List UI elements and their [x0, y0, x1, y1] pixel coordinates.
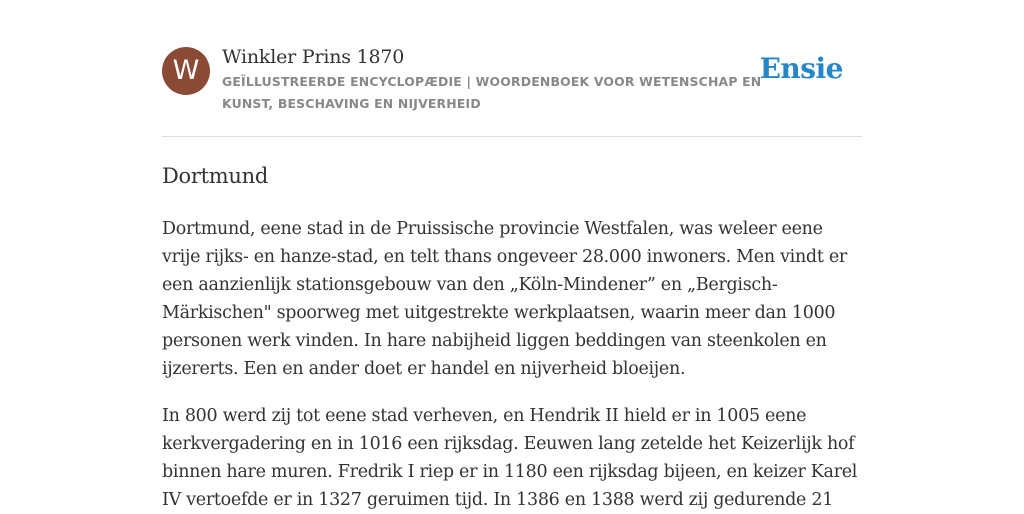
- ensie-logo[interactable]: Ensie: [759, 52, 843, 85]
- source-info: [222, 44, 762, 115]
- page: [162, 0, 862, 514]
- source-avatar[interactable]: W: [162, 47, 210, 95]
- header: [162, 0, 862, 137]
- source-subtitle: GEÏLLUSTREERDE ENCYCLOPÆDIE | WOORDENBOEK VOOR WETENSCHAP EN KUNST, BESCHAVING EN NIJVERHEID: [222, 74, 762, 111]
- article-paragraph: In 800 werd zij tot eene stad verheven, en Hendrik II hield er in 1005 eene kerkvergadering en in 1016 een rijksdag. Eeuwen lang zetelde het Keizerlijk hof binnen hare muren. Fredrik I riep er in 1180 een rijksdag bijeen, en keizer Karel IV vertoefde er in 1327 geruimen tijd. In 1386 en 1388 werd zij gedurende 21: [162, 406, 858, 510]
- article-paragraph: Dortmund, eene stad in de Pruissische provincie Westfalen, was weleer eene vrije rijks- en hanze-stad, en telt thans ongeveer 28.000 inwoners. Men vindt er een aanzienlijk stationsgebouw van den „Köln-Mindener” en „Bergisch-Märkischen" spoorweg met uitgestrekte werkplaatsen, waarin meer dan 1000 personen werk vinden. In hare nabijheid liggen beddingen van steenkolen en ijzererts. Een en ander doet er handel en nijverheid bloeijen.: [162, 219, 847, 379]
- entry-title: Dortmund: [162, 164, 268, 188]
- source-title[interactable]: Winkler Prins 1870: [222, 46, 405, 68]
